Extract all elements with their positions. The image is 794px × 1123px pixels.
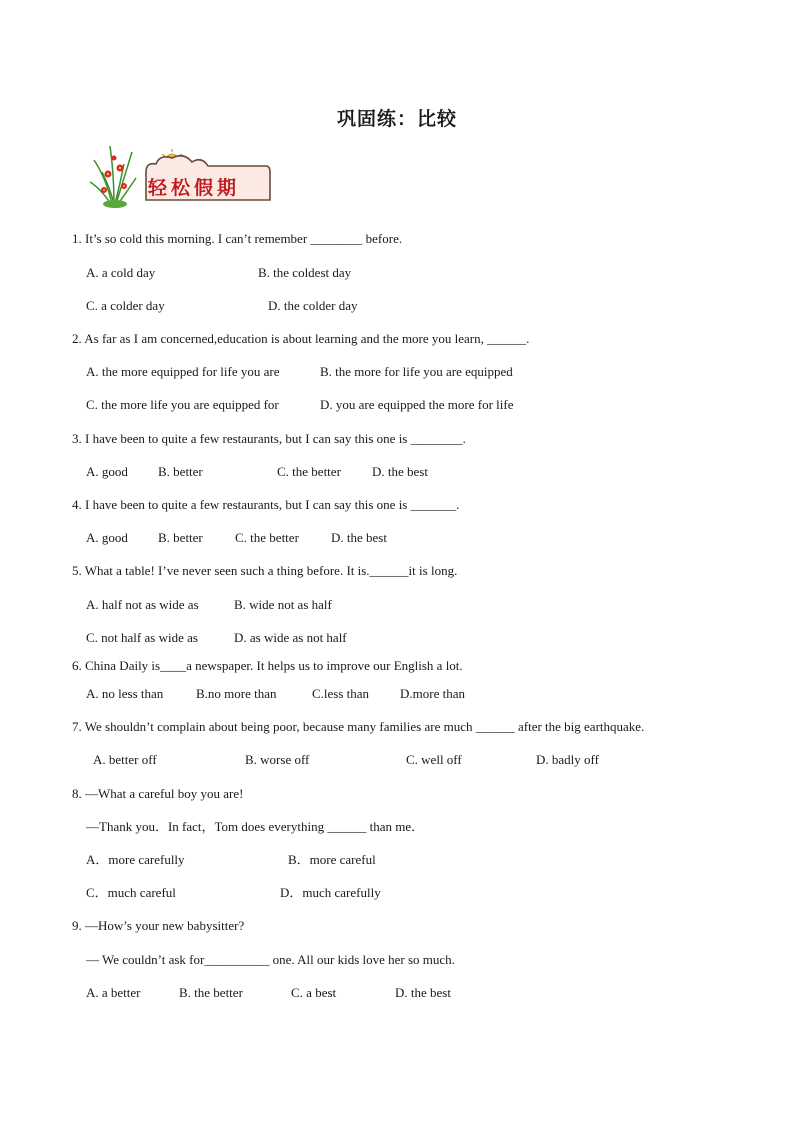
question-stem-8: 8. —What a careful boy you are! <box>72 786 244 801</box>
q3-option-a: A. good <box>86 464 128 479</box>
q8-option-b: B．more careful <box>288 852 376 867</box>
question-stem-6: 6. China Daily is____a newspaper. It helps us to improve our English a lot. <box>72 658 463 673</box>
page-title: 巩固练：比较 <box>336 108 457 130</box>
q4-option-c: C. the better <box>235 530 299 545</box>
q3-option-d: D. the best <box>372 464 428 479</box>
q6-option-a: A. no less than <box>86 686 164 701</box>
q8-reply: —Thank you．In fact，Tom does everything ______ than me． <box>86 819 425 834</box>
q8-option-d: D．much carefully <box>280 885 381 900</box>
q4-option-a: A. good <box>86 530 128 545</box>
q5-option-b: B. wide not as half <box>234 597 332 612</box>
q9-option-d: D. the best <box>395 985 451 1000</box>
q7-option-c: C. well off <box>406 752 462 767</box>
question-stem-5: 5. What a table! I’ve never seen such a thing before. It is.______it is long. <box>72 563 458 578</box>
q3-option-c: C. the better <box>277 464 341 479</box>
question-stem-3: 3. I have been to quite a few restaurants, but I can say this one is ________. <box>72 431 466 446</box>
q8-option-c: C．much careful <box>86 885 176 900</box>
q9-option-c: C. a best <box>291 985 337 1000</box>
q9-option-a: A. a better <box>86 985 141 1000</box>
question-stem-4: 4. I have been to quite a few restaurants, but I can say this one is _______. <box>72 497 460 512</box>
q9-option-b: B. the better <box>179 985 243 1000</box>
q1-option-a: A. a cold day <box>86 265 156 280</box>
question-stem-9: 9. —How’s your new babysitter? <box>72 918 245 933</box>
q5-option-a: A. half not as wide as <box>86 597 199 612</box>
q4-option-b: B. better <box>158 530 203 545</box>
holiday-logo <box>84 138 274 210</box>
q1-option-d: D. the colder day <box>268 298 358 313</box>
logo-text: 轻松假期 <box>148 177 241 199</box>
question-stem-7: 7. We shouldn’t complain about being poor, because many families are much ______ after the big earthquake. <box>72 719 645 734</box>
q7-option-d: D. badly off <box>536 752 599 767</box>
q4-option-d: D. the best <box>331 530 387 545</box>
q5-option-d: D. as wide as not half <box>234 630 347 645</box>
q9-reply: — We couldn’t ask for__________ one. All our kids love her so much. <box>86 952 455 967</box>
q2-option-b: B. the more for life you are equipped <box>320 364 513 379</box>
question-stem-1: 1. It’s so cold this morning. I can’t remember ________ before. <box>72 231 403 246</box>
q3-option-b: B. better <box>158 464 203 479</box>
q7-option-a: A. better off <box>93 752 157 767</box>
q8-option-a: A．more carefully <box>86 852 185 867</box>
q2-option-c: C. the more life you are equipped for <box>86 397 279 412</box>
q6-option-c: C.less than <box>312 686 370 701</box>
q6-option-d: D.more than <box>400 686 465 701</box>
q2-option-d: D. you are equipped the more for life <box>320 397 514 412</box>
q1-option-b: B. the coldest day <box>258 265 352 280</box>
question-stem-2: 2. As far as I am concerned,education is about learning and the more you learn, ______. <box>72 331 530 346</box>
q7-option-b: B. worse off <box>245 752 310 767</box>
q1-option-c: C. a colder day <box>86 298 165 313</box>
q2-option-a: A. the more equipped for life you are <box>86 364 280 379</box>
q5-option-c: C. not half as wide as <box>86 630 198 645</box>
q6-option-b: B.no more than <box>196 686 277 701</box>
